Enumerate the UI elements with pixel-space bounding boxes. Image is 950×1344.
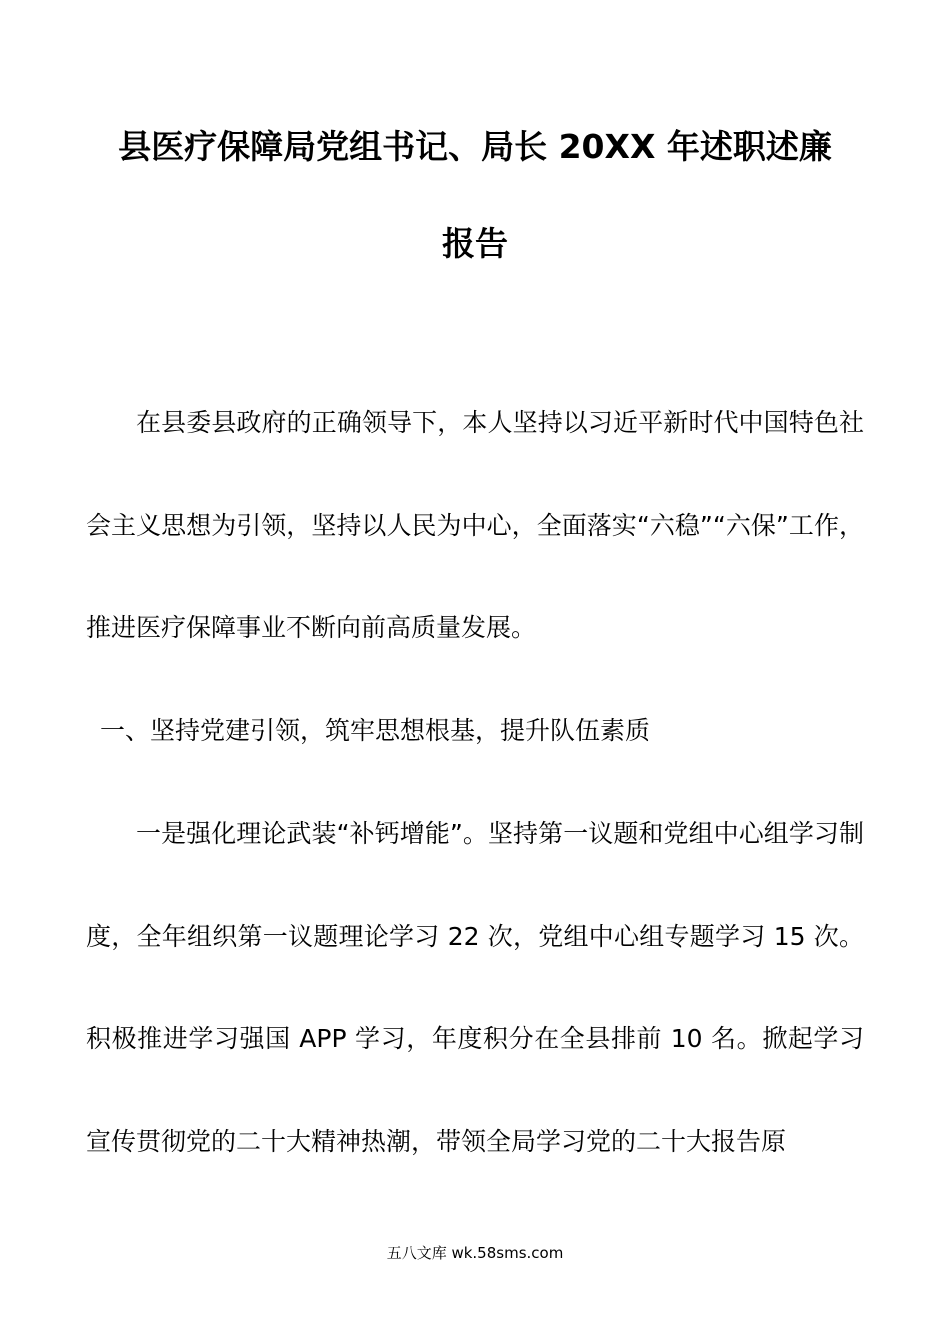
document-title-line-1: 县医疗保障局党组书记、局长 20XX 年述职述廉 [118, 127, 832, 166]
document-body [86, 372, 864, 1194]
section-heading-1: 一、坚持党建引领，筑牢思想根基，提升队伍素质 [100, 716, 651, 746]
document-title-line-2: 报告 [442, 224, 508, 263]
intro-paragraph: 在县委县政府的正确领导下，本人坚持以习近平新时代中国特色社会主义思想为引领，坚持以人民为中心，全面落实“六稳”“六保”工作，推进医疗保障事业不断向前高质量发展。 [86, 408, 864, 643]
footer-watermark: 五八文库 wk.58sms.com [386, 1244, 564, 1262]
body-paragraph-1: 一是强化理论武装“补钙增能”。坚持第一议题和党组中心组学习制度，全年组织第一议题理论学习 22 次，党组中心组专题学习 15 次。积极推进学习强国 APP 学习，年度积分在全县排前 10 名。掀起学习宣传贯彻党的二十大精神热潮，带领全局学习党的二十大报告原 [86, 818, 864, 1156]
